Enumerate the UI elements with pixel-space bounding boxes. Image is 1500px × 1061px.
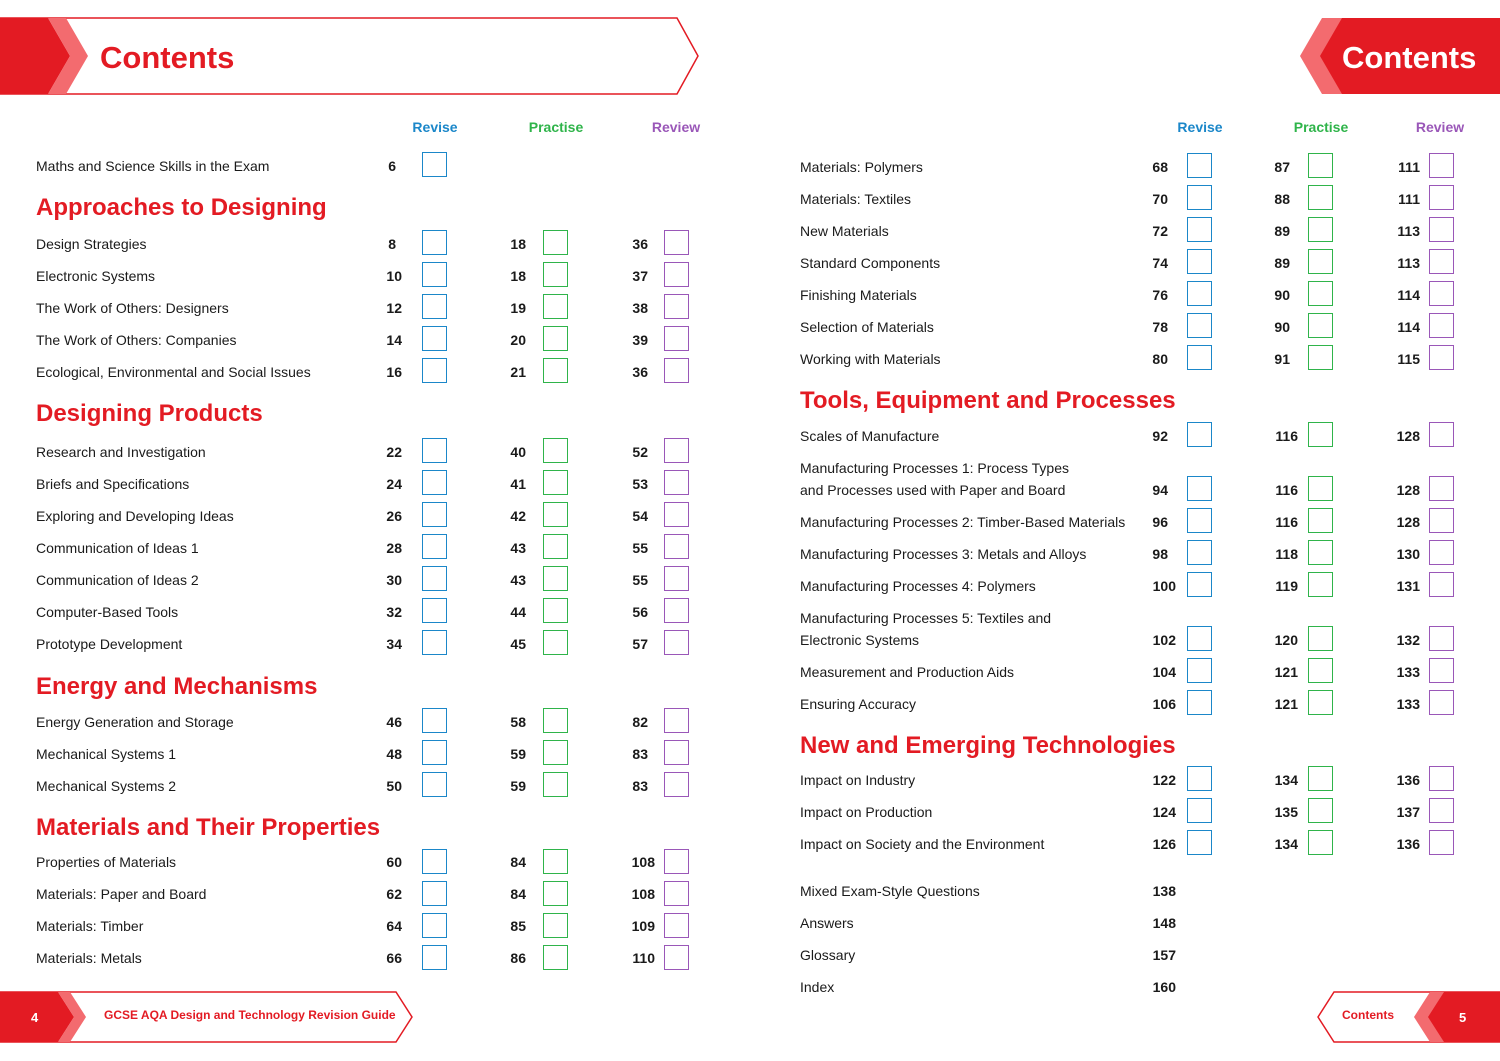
- review-checkbox[interactable]: [1429, 476, 1454, 501]
- review-page: 82: [632, 714, 648, 730]
- row-title: Properties of Materials: [36, 854, 177, 870]
- practise-page: 42: [510, 508, 526, 524]
- practise-checkbox[interactable]: [543, 913, 568, 938]
- row-title: Ensuring Accuracy: [800, 696, 916, 712]
- practise-checkbox[interactable]: [543, 470, 568, 495]
- practise-checkbox[interactable]: [543, 294, 568, 319]
- practise-page: 121: [1274, 664, 1298, 680]
- row-title: Briefs and Specifications: [36, 476, 190, 492]
- practise-page: 18: [510, 268, 526, 284]
- row-title: Mixed Exam-Style Questions: [800, 883, 980, 899]
- col-header-revise-left: Revise: [412, 119, 458, 135]
- practise-checkbox[interactable]: [543, 326, 568, 351]
- review-checkbox[interactable]: [664, 230, 689, 255]
- page-title-right: Contents: [1342, 40, 1477, 75]
- revise-page: 104: [1152, 664, 1176, 680]
- revise-checkbox[interactable]: [1187, 658, 1212, 683]
- row-title-continued: Electronic Systems: [800, 632, 920, 648]
- row-title: Manufacturing Processes 5: Textiles and: [800, 610, 1052, 626]
- row-title: Impact on Industry: [800, 772, 916, 788]
- col-header-review-right: Review: [1415, 119, 1465, 135]
- revise-page: 98: [1152, 546, 1168, 562]
- revise-page: 14: [386, 332, 402, 348]
- row-title: Electronic Systems: [36, 268, 156, 284]
- revise-checkbox[interactable]: [422, 913, 447, 938]
- review-page: 36: [632, 364, 648, 380]
- review-checkbox[interactable]: [664, 772, 689, 797]
- review-checkbox[interactable]: [664, 502, 689, 527]
- row-title: Manufacturing Processes 2: Timber-Based Materials: [800, 514, 1126, 530]
- revise-page: 26: [386, 508, 402, 524]
- review-checkbox[interactable]: [1429, 626, 1454, 651]
- practise-checkbox[interactable]: [543, 230, 568, 255]
- review-checkbox[interactable]: [664, 358, 689, 383]
- practise-page: 43: [510, 572, 526, 588]
- revise-checkbox[interactable]: [422, 849, 447, 874]
- revise-page: 34: [386, 636, 402, 652]
- revise-page: 48: [386, 746, 402, 762]
- practise-page: 89: [1274, 255, 1290, 271]
- practise-checkbox[interactable]: [1308, 217, 1333, 242]
- review-page: 136: [1396, 772, 1420, 788]
- revise-page: 138: [1152, 883, 1176, 899]
- page-title-left: Contents: [100, 40, 235, 75]
- practise-checkbox[interactable]: [543, 945, 568, 970]
- revise-checkbox[interactable]: [422, 438, 447, 463]
- review-page: 55: [632, 540, 648, 556]
- review-checkbox[interactable]: [1429, 313, 1454, 338]
- practise-checkbox[interactable]: [1308, 313, 1333, 338]
- row-title: Ecological, Environmental and Social Issues: [36, 364, 311, 380]
- revise-page: 24: [386, 476, 402, 492]
- review-checkbox[interactable]: [1429, 185, 1454, 210]
- review-checkbox[interactable]: [1429, 508, 1454, 533]
- row-title: Selection of Materials: [800, 319, 934, 335]
- review-checkbox[interactable]: [1429, 281, 1454, 306]
- row-title: Computer-Based Tools: [36, 604, 179, 620]
- revise-page: 46: [386, 714, 402, 730]
- review-checkbox[interactable]: [664, 913, 689, 938]
- practise-checkbox[interactable]: [543, 708, 568, 733]
- review-checkbox[interactable]: [664, 630, 689, 655]
- revise-checkbox[interactable]: [422, 152, 447, 177]
- row-title: Answers: [800, 915, 854, 931]
- practise-checkbox[interactable]: [1308, 508, 1333, 533]
- review-page: 128: [1396, 428, 1420, 444]
- review-checkbox[interactable]: [1429, 830, 1454, 855]
- revise-page: 72: [1152, 223, 1168, 239]
- revise-checkbox[interactable]: [422, 740, 447, 765]
- practise-checkbox[interactable]: [1308, 830, 1333, 855]
- review-page: 57: [632, 636, 648, 652]
- review-checkbox[interactable]: [1429, 690, 1454, 715]
- practise-checkbox[interactable]: [543, 566, 568, 591]
- row-title: Manufacturing Processes 4: Polymers: [800, 578, 1036, 594]
- revise-page: 22: [386, 444, 402, 460]
- revise-page: 94: [1152, 482, 1168, 498]
- revise-checkbox[interactable]: [422, 772, 447, 797]
- revise-checkbox[interactable]: [1187, 508, 1212, 533]
- row-title: Materials: Polymers: [800, 159, 923, 175]
- revise-checkbox[interactable]: [1187, 313, 1212, 338]
- practise-page: 40: [510, 444, 526, 460]
- review-page: 131: [1396, 578, 1420, 594]
- practise-page: 90: [1274, 319, 1290, 335]
- review-page: 54: [632, 508, 648, 524]
- revise-page: 64: [386, 918, 402, 934]
- practise-page: 135: [1274, 804, 1298, 820]
- practise-page: 116: [1275, 428, 1298, 444]
- col-header-review-left: Review: [651, 119, 701, 135]
- revise-page: 96: [1152, 514, 1168, 530]
- revise-checkbox[interactable]: [1187, 830, 1212, 855]
- row-title: Mechanical Systems 2: [36, 778, 177, 794]
- review-checkbox[interactable]: [1429, 249, 1454, 274]
- revise-checkbox[interactable]: [1187, 345, 1212, 370]
- review-checkbox[interactable]: [664, 294, 689, 319]
- revise-page: 126: [1152, 836, 1176, 852]
- review-checkbox[interactable]: [1429, 345, 1454, 370]
- review-checkbox[interactable]: [1429, 658, 1454, 683]
- review-page: 137: [1396, 804, 1420, 820]
- review-page: 56: [632, 604, 648, 620]
- revise-page: 122: [1152, 772, 1176, 788]
- practise-checkbox[interactable]: [543, 881, 568, 906]
- practise-page: 87: [1274, 159, 1290, 175]
- row-title: Energy Generation and Storage: [36, 714, 234, 730]
- review-page: 52: [632, 444, 648, 460]
- practise-page: 89: [1274, 223, 1290, 239]
- revise-checkbox[interactable]: [1187, 422, 1212, 447]
- revise-checkbox[interactable]: [422, 534, 447, 559]
- revise-page: 102: [1152, 632, 1176, 648]
- review-page: 108: [631, 854, 655, 870]
- revise-page: 68: [1152, 159, 1168, 175]
- section-heading: Approaches to Designing: [36, 194, 327, 221]
- review-checkbox[interactable]: [1429, 798, 1454, 823]
- page-number-right: 5: [1459, 1010, 1467, 1025]
- practise-page: 45: [510, 636, 526, 652]
- practise-checkbox[interactable]: [1308, 476, 1333, 501]
- practise-checkbox[interactable]: [1308, 281, 1333, 306]
- review-checkbox[interactable]: [664, 534, 689, 559]
- review-page: 128: [1396, 482, 1420, 498]
- row-title: Communication of Ideas 1: [36, 540, 199, 556]
- revise-page: 28: [386, 540, 402, 556]
- revise-checkbox[interactable]: [422, 470, 447, 495]
- revise-checkbox[interactable]: [422, 502, 447, 527]
- row-title: Measurement and Production Aids: [800, 664, 1015, 680]
- row-title-continued: and Processes used with Paper and Board: [800, 482, 1066, 498]
- practise-page: 85: [510, 918, 526, 934]
- row-title: Finishing Materials: [800, 287, 917, 303]
- revise-checkbox[interactable]: [422, 262, 447, 287]
- practise-checkbox[interactable]: [543, 740, 568, 765]
- row-title: Materials: Textiles: [800, 191, 912, 207]
- practise-checkbox[interactable]: [543, 358, 568, 383]
- review-checkbox[interactable]: [664, 881, 689, 906]
- practise-page: 84: [510, 854, 526, 870]
- review-checkbox[interactable]: [1429, 422, 1454, 447]
- row-title: Working with Materials: [800, 351, 941, 367]
- practise-checkbox[interactable]: [543, 534, 568, 559]
- review-checkbox[interactable]: [1429, 217, 1454, 242]
- practise-page: 134: [1274, 772, 1298, 788]
- revise-page: 32: [386, 604, 402, 620]
- revise-page: 66: [386, 950, 402, 966]
- practise-page: 88: [1274, 191, 1290, 207]
- review-page: 108: [631, 886, 655, 902]
- review-checkbox[interactable]: [664, 740, 689, 765]
- revise-checkbox[interactable]: [1187, 281, 1212, 306]
- revise-checkbox[interactable]: [1187, 540, 1212, 565]
- practise-checkbox[interactable]: [1308, 185, 1333, 210]
- revise-page: 124: [1152, 804, 1176, 820]
- review-checkbox[interactable]: [1429, 153, 1454, 178]
- review-page: 83: [632, 746, 648, 762]
- row-title: Standard Components: [800, 255, 941, 271]
- revise-checkbox[interactable]: [1187, 153, 1212, 178]
- review-page: 115: [1397, 351, 1420, 367]
- revise-page: 30: [386, 572, 402, 588]
- revise-page: 106: [1152, 696, 1176, 712]
- review-page: 109: [631, 918, 655, 934]
- row-title: Scales of Manufacture: [800, 428, 940, 444]
- row-title: Materials: Paper and Board: [36, 886, 207, 902]
- revise-checkbox[interactable]: [422, 708, 447, 733]
- practise-page: 41: [510, 476, 526, 492]
- revise-checkbox[interactable]: [422, 358, 447, 383]
- practise-page: 59: [510, 746, 526, 762]
- row-title: Glossary: [800, 947, 856, 963]
- revise-checkbox[interactable]: [422, 326, 447, 351]
- practise-checkbox[interactable]: [1308, 422, 1333, 447]
- practise-checkbox[interactable]: [1308, 540, 1333, 565]
- revise-page: 12: [386, 300, 402, 316]
- practise-checkbox[interactable]: [543, 438, 568, 463]
- practise-page: 116: [1275, 514, 1298, 530]
- review-checkbox[interactable]: [664, 262, 689, 287]
- revise-checkbox[interactable]: [422, 945, 447, 970]
- row-title: Prototype Development: [36, 636, 183, 652]
- page-number-left: 4: [31, 1010, 39, 1025]
- revise-page: 8: [388, 236, 396, 252]
- revise-page: 160: [1152, 979, 1176, 995]
- revise-checkbox[interactable]: [1187, 476, 1212, 501]
- row-title: Communication of Ideas 2: [36, 572, 199, 588]
- practise-page: 21: [510, 364, 526, 380]
- revise-checkbox[interactable]: [422, 566, 447, 591]
- footer-book-title: GCSE AQA Design and Technology Revision Guide: [104, 1008, 396, 1022]
- row-title: New Materials: [800, 223, 889, 239]
- review-page: 130: [1396, 546, 1420, 562]
- practise-page: 44: [510, 604, 526, 620]
- practise-checkbox[interactable]: [1308, 249, 1333, 274]
- review-page: 132: [1396, 632, 1420, 648]
- revise-page: 6: [388, 158, 396, 174]
- section-heading: New and Emerging Technologies: [800, 732, 1176, 759]
- review-page: 113: [1397, 255, 1420, 271]
- revise-checkbox[interactable]: [1187, 217, 1212, 242]
- revise-checkbox[interactable]: [1187, 690, 1212, 715]
- revise-checkbox[interactable]: [422, 230, 447, 255]
- revise-page: 78: [1152, 319, 1168, 335]
- practise-page: 20: [510, 332, 526, 348]
- revise-page: 70: [1152, 191, 1168, 207]
- review-checkbox[interactable]: [664, 438, 689, 463]
- practise-checkbox[interactable]: [1308, 153, 1333, 178]
- revise-checkbox[interactable]: [422, 598, 447, 623]
- practise-checkbox[interactable]: [543, 262, 568, 287]
- practise-page: 19: [510, 300, 526, 316]
- practise-page: 58: [510, 714, 526, 730]
- practise-page: 84: [510, 886, 526, 902]
- footer-contents-label: Contents: [1342, 1008, 1394, 1022]
- row-title: Maths and Science Skills in the Exam: [36, 158, 270, 174]
- section-heading: Designing Products: [36, 400, 263, 427]
- practise-checkbox[interactable]: [543, 849, 568, 874]
- practise-page: 91: [1274, 351, 1290, 367]
- row-title: Materials: Timber: [36, 918, 144, 934]
- review-page: 55: [632, 572, 648, 588]
- revise-page: 10: [386, 268, 402, 284]
- practise-page: 120: [1274, 632, 1298, 648]
- revise-page: 74: [1152, 255, 1168, 271]
- review-page: 114: [1397, 319, 1420, 335]
- practise-checkbox[interactable]: [1308, 572, 1333, 597]
- review-checkbox[interactable]: [664, 849, 689, 874]
- review-page: 128: [1396, 514, 1420, 530]
- revise-page: 80: [1152, 351, 1168, 367]
- row-title: The Work of Others: Companies: [36, 332, 237, 348]
- practise-checkbox[interactable]: [543, 598, 568, 623]
- review-checkbox[interactable]: [664, 708, 689, 733]
- revise-checkbox[interactable]: [422, 294, 447, 319]
- practise-page: 121: [1274, 696, 1298, 712]
- review-page: 39: [632, 332, 648, 348]
- review-page: 113: [1397, 223, 1420, 239]
- practise-checkbox[interactable]: [1308, 345, 1333, 370]
- review-page: 110: [632, 950, 655, 966]
- review-checkbox[interactable]: [664, 945, 689, 970]
- revise-checkbox[interactable]: [1187, 626, 1212, 651]
- row-title: The Work of Others: Designers: [36, 300, 229, 316]
- revise-page: 92: [1152, 428, 1168, 444]
- revise-page: 76: [1152, 287, 1168, 303]
- review-page: 114: [1397, 287, 1420, 303]
- practise-checkbox[interactable]: [543, 502, 568, 527]
- practise-page: 59: [510, 778, 526, 794]
- revise-checkbox[interactable]: [1187, 249, 1212, 274]
- practise-page: 90: [1274, 287, 1290, 303]
- row-title: Manufacturing Processes 3: Metals and Alloys: [800, 546, 1087, 562]
- practise-checkbox[interactable]: [1308, 766, 1333, 791]
- review-page: 37: [632, 268, 648, 284]
- row-title: Impact on Society and the Environment: [800, 836, 1045, 852]
- section-heading: Energy and Mechanisms: [36, 673, 318, 700]
- practise-checkbox[interactable]: [543, 630, 568, 655]
- review-checkbox[interactable]: [664, 326, 689, 351]
- practise-page: 43: [510, 540, 526, 556]
- revise-checkbox[interactable]: [1187, 572, 1212, 597]
- revise-page: 100: [1152, 578, 1176, 594]
- revise-checkbox[interactable]: [1187, 185, 1212, 210]
- practise-checkbox[interactable]: [1308, 626, 1333, 651]
- revise-page: 62: [386, 886, 402, 902]
- row-title: Impact on Production: [800, 804, 933, 820]
- review-page: 133: [1396, 664, 1420, 680]
- practise-page: 116: [1275, 482, 1298, 498]
- row-title: Exploring and Developing Ideas: [36, 508, 234, 524]
- row-title: Index: [800, 979, 835, 995]
- section-heading: Tools, Equipment and Processes: [800, 387, 1176, 414]
- review-page: 53: [632, 476, 648, 492]
- section-heading: Materials and Their Properties: [36, 814, 381, 841]
- revise-checkbox[interactable]: [422, 630, 447, 655]
- review-page: 111: [1398, 159, 1420, 175]
- revise-page: 60: [386, 854, 402, 870]
- review-page: 36: [632, 236, 648, 252]
- col-header-practise-right: Practise: [1293, 119, 1349, 135]
- review-checkbox[interactable]: [1429, 540, 1454, 565]
- revise-checkbox[interactable]: [422, 881, 447, 906]
- review-page: 136: [1396, 836, 1420, 852]
- revise-page: 16: [386, 364, 402, 380]
- review-checkbox[interactable]: [664, 470, 689, 495]
- review-page: 133: [1396, 696, 1420, 712]
- revise-page: 157: [1152, 947, 1176, 963]
- review-checkbox[interactable]: [1429, 766, 1454, 791]
- col-header-practise-left: Practise: [528, 119, 584, 135]
- review-checkbox[interactable]: [664, 566, 689, 591]
- practise-page: 86: [510, 950, 526, 966]
- row-title: Design Strategies: [36, 236, 147, 252]
- practise-checkbox[interactable]: [543, 772, 568, 797]
- row-title: Materials: Metals: [36, 950, 142, 966]
- practise-page: 119: [1275, 578, 1298, 594]
- revise-page: 148: [1152, 915, 1176, 931]
- row-title: Manufacturing Processes 1: Process Types: [800, 460, 1069, 476]
- review-page: 38: [632, 300, 648, 316]
- review-page: 111: [1398, 191, 1420, 207]
- revise-checkbox[interactable]: [1187, 766, 1212, 791]
- row-title: Mechanical Systems 1: [36, 746, 177, 762]
- review-checkbox[interactable]: [664, 598, 689, 623]
- practise-checkbox[interactable]: [1308, 658, 1333, 683]
- col-header-revise-right: Revise: [1177, 119, 1223, 135]
- row-title: Research and Investigation: [36, 444, 206, 460]
- practise-page: 118: [1275, 546, 1298, 562]
- practise-page: 18: [510, 236, 526, 252]
- practise-page: 134: [1274, 836, 1298, 852]
- review-page: 83: [632, 778, 648, 794]
- revise-page: 50: [386, 778, 402, 794]
- revise-checkbox[interactable]: [1187, 798, 1212, 823]
- review-checkbox[interactable]: [1429, 572, 1454, 597]
- practise-checkbox[interactable]: [1308, 798, 1333, 823]
- practise-checkbox[interactable]: [1308, 690, 1333, 715]
